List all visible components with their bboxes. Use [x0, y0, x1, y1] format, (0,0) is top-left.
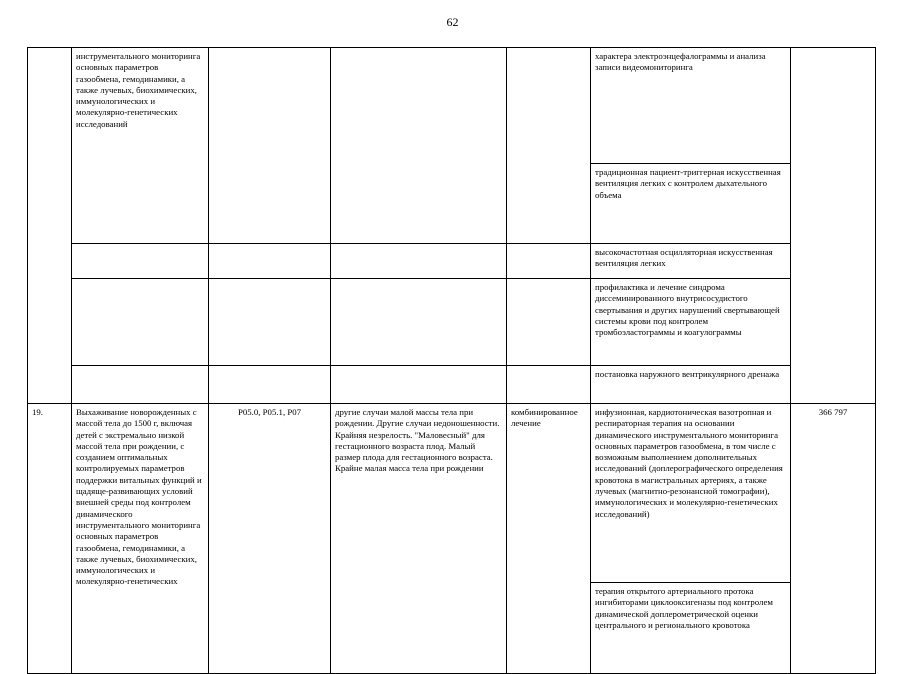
- cell-method: терапия открытого артериального протока ингибиторами циклооксигеназы под контролем динамической доплерометрической оценки центрального и регионального кровотока: [591, 582, 791, 673]
- cell-name-empty: [72, 279, 209, 366]
- cell-name: [72, 404, 209, 674]
- cell-method: постановка наружного вентрикулярного дренажа: [591, 366, 791, 404]
- cell-treatment-type-empty: [507, 366, 591, 404]
- table-row: [28, 366, 876, 404]
- cell-treatment-type-empty: [507, 279, 591, 366]
- cell-patient-model-empty: [331, 366, 507, 404]
- cell-method: традиционная пациент-триггерная искусственная вентиляция легких с контролем дыхательного объема: [591, 164, 791, 244]
- cell-patient-model-empty: [331, 244, 507, 279]
- cell-treatment-type-empty: [507, 244, 591, 279]
- cell-method: инфузионная, кардиотоническая вазотропная и респираторная терапия на основании динамического инструментального мониторинга основных параметров газообмена, в том числе с возможным выполнением дополнительных исследований (доплерографического определения кровотока в магистральных артериях, а также лучевых (магнитно-резонансной томографии), иммунологических и молекулярно-генетических исследований): [591, 404, 791, 583]
- table-row: [28, 279, 876, 366]
- cell-method: характера электроэнцефалограммы и анализа записи видеомониторинга: [591, 48, 791, 164]
- table-row: [28, 48, 876, 164]
- cell-number-empty: [28, 48, 72, 404]
- medical-care-table: [27, 47, 876, 674]
- cell-codes-empty: [209, 279, 331, 366]
- page-number: 62: [446, 15, 459, 29]
- cell-codes: P05.0, P05.1, P07: [209, 404, 331, 674]
- cell-name-empty: [72, 244, 209, 279]
- cell-name-continuation: инструментального мониторинга основных параметров газообмена, гемодинамики, а также лучевых, биохимических, иммунологических и молекулярно-генетических исследований: [72, 48, 209, 244]
- table-row: [28, 244, 876, 279]
- cell-cost-empty: [791, 48, 876, 404]
- cell-codes-empty: [209, 244, 331, 279]
- cell-treatment-type-empty: [507, 48, 591, 244]
- cell-codes-empty: [209, 366, 331, 404]
- cell-patient-model: другие случаи малой массы тела при рождении. Другие случаи недоношенности. Крайняя незрелость. "Маловесный" для гестационного возраста плод. Малый размер плода для гестационного возраста. Крайне малая масса тела при рождении: [331, 404, 507, 674]
- cell-name-text: Выхаживание новорожденных с массой тела до 1500 г, включая детей с экстремально низкой массой тела при рождении, с созданием оптимальных контролируемых параметров поддержки витальных функций и щадяще-развивающих условий внешней среды под контролем динамического инструментального мониторинга основных параметров газообмена, гемодинамики, а также лучевых, биохимических, иммунологических и молекулярно-генетических: [76, 407, 202, 587]
- cell-cost: 366 797: [791, 404, 876, 674]
- cell-patient-model-empty: [331, 48, 507, 244]
- cell-codes-empty: [209, 48, 331, 244]
- cell-name-empty: [72, 366, 209, 404]
- table-row: [28, 404, 876, 583]
- cell-patient-model-empty: [331, 279, 507, 366]
- cell-treatment-type: комбинированное лечение: [507, 404, 591, 674]
- cell-method: высокочастотная осцилляторная искусственная вентиляция легких: [591, 244, 791, 279]
- cell-method: профилактика и лечение синдрома диссеминированного внутрисосудистого свертывания и других нарушений свертывающей системы крови под контролем тромбоэластограммы и коагулограммы: [591, 279, 791, 366]
- cell-row-number: 19.: [28, 404, 72, 674]
